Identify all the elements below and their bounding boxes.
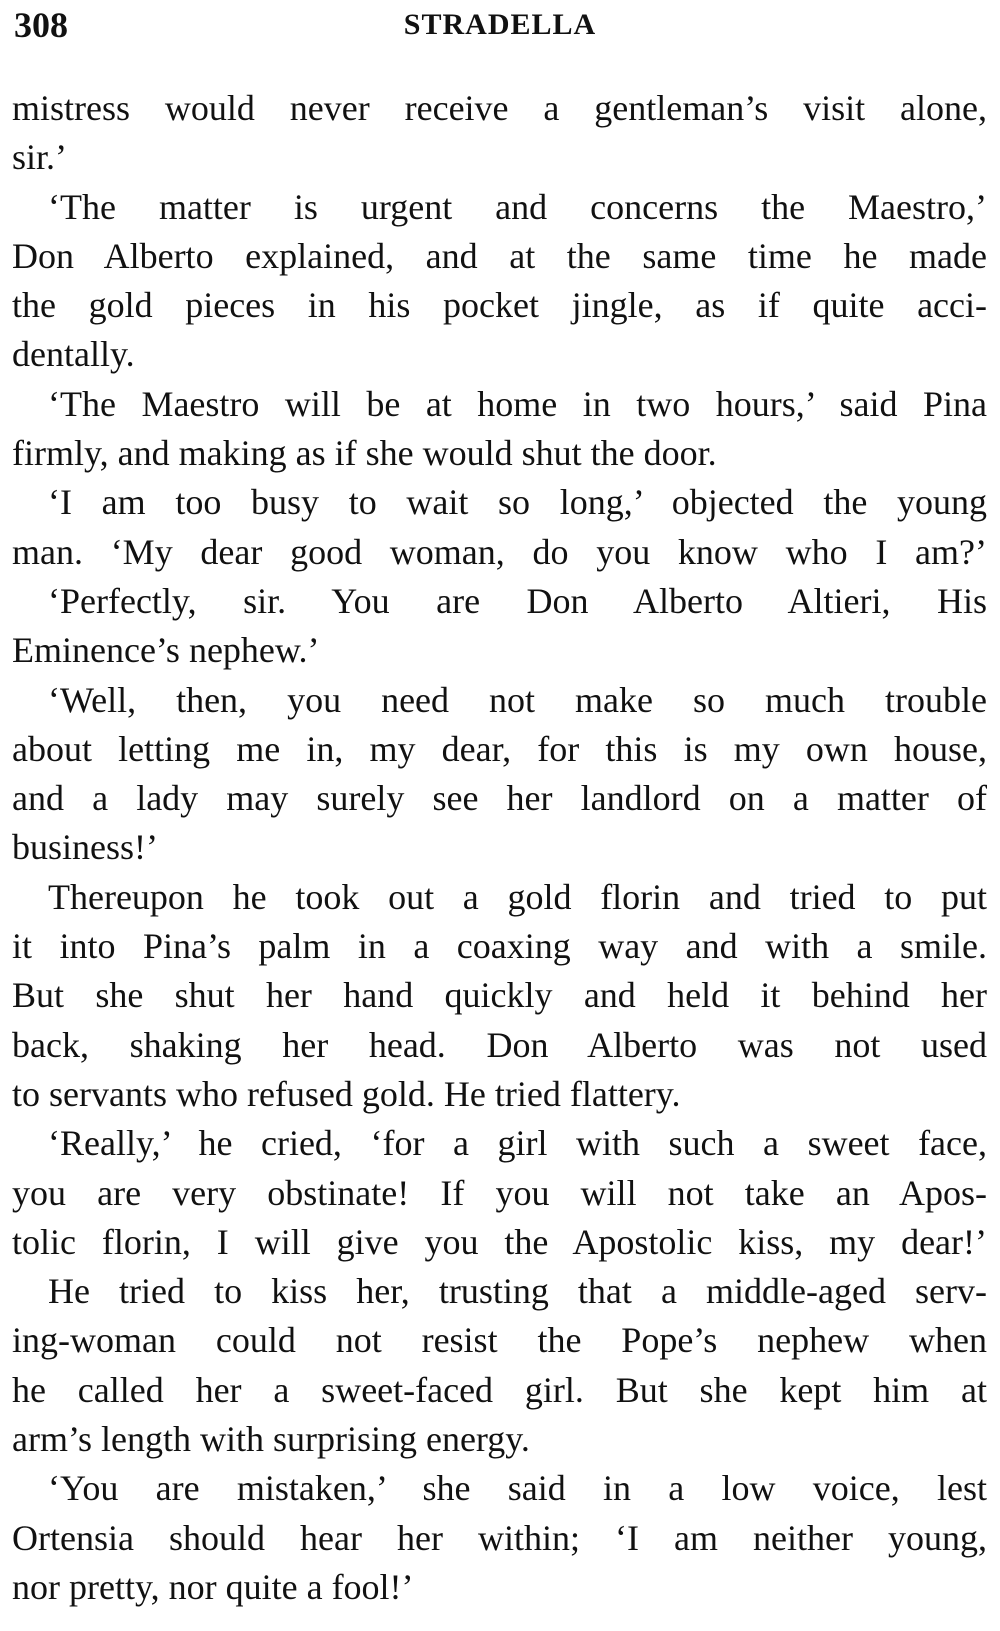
text-line: tolic florin, I will give you the Apostolic kiss, my dear!’ bbox=[12, 1221, 987, 1262]
text-line: But she shut her hand quickly and held it behind her bbox=[12, 975, 987, 1016]
text-line: dentally. bbox=[12, 334, 135, 375]
text-line: he called her a sweet-faced girl. But she kept him at bbox=[12, 1369, 987, 1410]
text-line: ing-woman could not resist the Pope’s nephew when bbox=[12, 1320, 987, 1361]
text-line: the gold pieces in his pocket jingle, as if quite acci- bbox=[12, 285, 987, 326]
text-line: ‘The matter is urgent and concerns the Maestro,’ bbox=[48, 186, 987, 227]
text-line: business!’ bbox=[12, 827, 158, 868]
text-line: arm’s length with surprising energy. bbox=[12, 1419, 530, 1460]
running-title: STRADELLA bbox=[403, 8, 597, 41]
text-line: ‘The Maestro will be at home in two hours,’ said Pina bbox=[48, 383, 987, 424]
page-header bbox=[14, 2, 986, 48]
text-line: ‘You are mistaken,’ she said in a low voice, lest bbox=[48, 1468, 987, 1509]
text-line: firmly, and making as if she would shut the door. bbox=[12, 433, 717, 474]
text-line: you are very obstinate! If you will not take an Apos- bbox=[12, 1172, 987, 1213]
body-text bbox=[12, 84, 987, 1612]
text-line: Don Alberto explained, and at the same time he made bbox=[12, 235, 987, 276]
text-line: man. ‘My dear good woman, do you know who I am?’ bbox=[12, 531, 987, 572]
text-line: and a lady may surely see her landlord on a matter of bbox=[12, 778, 987, 819]
text-line: Thereupon he took out a gold florin and tried to put bbox=[48, 876, 987, 917]
text-line: He tried to kiss her, trusting that a middle-aged serv- bbox=[48, 1271, 987, 1312]
text-line: about letting me in, my dear, for this is my own house, bbox=[12, 728, 987, 769]
text-line: ‘I am too busy to wait so long,’ objected the young bbox=[48, 482, 987, 523]
text-line: nor pretty, nor quite a fool!’ bbox=[12, 1566, 414, 1607]
text-line: mistress would never receive a gentleman’s visit alone, bbox=[12, 88, 987, 128]
text-line: back, shaking her head. Don Alberto was not used bbox=[12, 1024, 987, 1065]
text-line: ‘Really,’ he cried, ‘for a girl with such a sweet face, bbox=[48, 1123, 987, 1164]
text-line: Ortensia should hear her within; ‘I am neither young, bbox=[12, 1517, 987, 1558]
text-line: ‘Perfectly, sir. You are Don Alberto Altieri, His bbox=[48, 580, 987, 621]
text-line: sir.’ bbox=[12, 137, 68, 178]
text-line: Eminence’s nephew.’ bbox=[12, 630, 320, 671]
text-line: to servants who refused gold. He tried flattery. bbox=[12, 1073, 681, 1114]
page-number: 308 bbox=[14, 5, 68, 45]
text-line: ‘Well, then, you need not make so much trouble bbox=[48, 679, 987, 720]
text-line: it into Pina’s palm in a coaxing way and with a smile. bbox=[12, 926, 987, 967]
